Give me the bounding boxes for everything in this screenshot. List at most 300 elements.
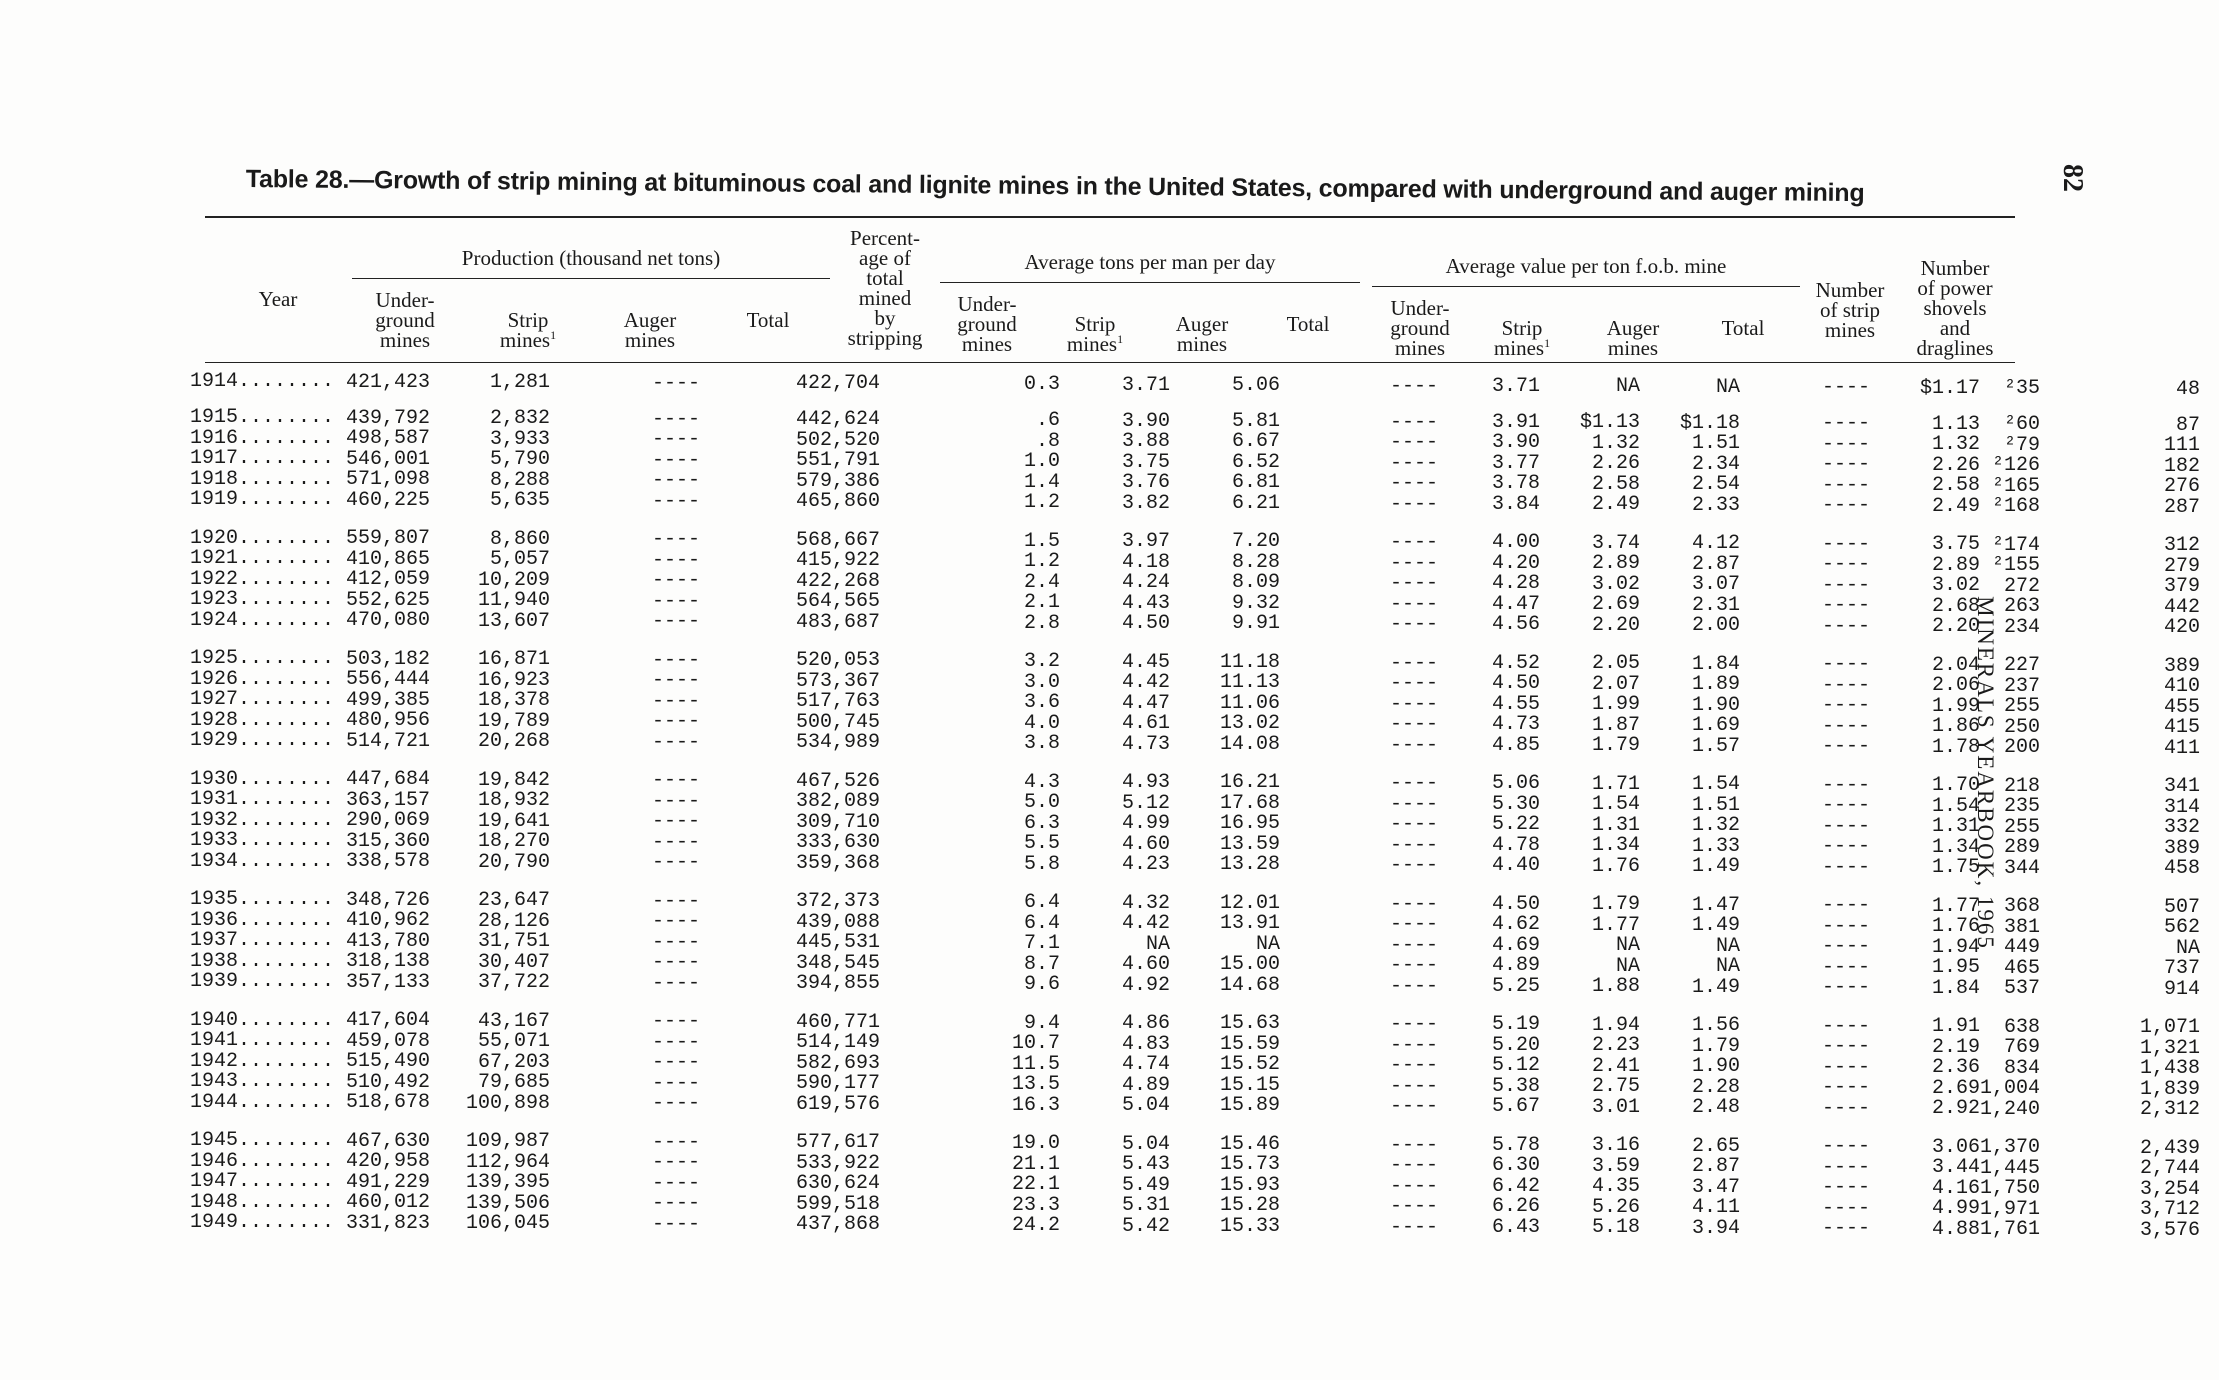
- underground-value-cell: 3.02: [1591, 572, 1640, 596]
- auger-tons-cell: ----: [1389, 431, 1438, 455]
- number-strip-mines-cell: 255: [2003, 695, 2040, 719]
- total-production-cell: 502,520: [795, 428, 880, 452]
- table-row: [190, 970, 2200, 1001]
- underground-production-cell: 514,721: [345, 729, 430, 753]
- table-row: [190, 588, 2200, 619]
- number-strip-mines-cell: 250: [2003, 715, 2040, 739]
- year-cell: 1942........: [190, 1049, 335, 1073]
- total-value-cell: 4.99: [1931, 1197, 1980, 1221]
- number-shovels-cell: 562: [2163, 916, 2200, 940]
- strip-production-cell: 23,647: [477, 889, 550, 913]
- total-tons-cell: 5.25: [1491, 974, 1540, 998]
- strip-production-cell: 20,790: [477, 850, 550, 874]
- strip-production-cell: 109,987: [465, 1130, 550, 1154]
- total-tons-cell: 3.77: [1491, 451, 1540, 475]
- running-head: MINERALS YEARBOOK, 1965: [1973, 596, 1998, 950]
- underground-tons-cell: 5.04: [1121, 1132, 1170, 1156]
- strip-tons-cell: 5.06: [1231, 373, 1280, 397]
- number-strip-mines-cell: 638: [2003, 1015, 2040, 1039]
- strip-production-cell: 18,932: [477, 789, 550, 813]
- underground-production-cell: 410,865: [345, 547, 430, 571]
- strip-production-cell: 43,167: [477, 1009, 550, 1033]
- top-rule: [205, 216, 2015, 218]
- auger-production-cell: ----: [651, 971, 700, 995]
- auger-value-cell: ----: [1821, 1155, 1870, 1179]
- underground-production-cell: 413,780: [345, 929, 430, 953]
- total-value-cell: 4.88: [1931, 1217, 1980, 1241]
- auger-tons-cell: ----: [1389, 692, 1438, 716]
- strip-value-cell: 1.49: [1691, 855, 1740, 879]
- underground-production-cell: 510,492: [345, 1070, 430, 1094]
- total-tons-cell: 4.40: [1491, 854, 1540, 878]
- auger-tons-cell: ----: [1389, 472, 1438, 496]
- auger-tons-cell: ----: [1389, 1033, 1438, 1057]
- underground-value-cell: 5.26: [1591, 1195, 1640, 1219]
- underground-tons-cell: 4.99: [1121, 812, 1170, 836]
- underground-value-cell: 1.99: [1591, 693, 1640, 717]
- percent-stripping-cell: 23.3: [1011, 1193, 1060, 1217]
- total-value-cell: 2.04: [1931, 653, 1980, 677]
- underground-value-cell: 3.59: [1591, 1154, 1640, 1178]
- underground-tons-cell: NA: [1145, 932, 1170, 956]
- total-value-cell: 2.19: [1931, 1035, 1980, 1059]
- total-tons-cell: 4.73: [1491, 713, 1540, 737]
- total-production-cell: 483,687: [795, 610, 880, 634]
- underground-tons-cell: 3.90: [1121, 409, 1170, 433]
- underground-value-cell: NA: [1615, 954, 1640, 978]
- table-row: [190, 808, 2200, 840]
- avg-tons-rule: [940, 282, 1360, 283]
- total-production-cell: 551,791: [795, 449, 880, 473]
- total-tons-cell: 5.38: [1491, 1074, 1540, 1098]
- underground-value-cell: 1.71: [1591, 772, 1640, 796]
- total-production-cell: 573,367: [795, 669, 880, 693]
- auger-value-cell: ----: [1821, 694, 1870, 718]
- number-strip-mines-cell: 1,761: [1979, 1218, 2040, 1242]
- auger-tons-cell: ----: [1389, 813, 1438, 837]
- number-strip-mines-cell: 769: [2003, 1036, 2040, 1060]
- strip-production-cell: 31,751: [477, 930, 550, 954]
- strip-tons-cell: 15.93: [1219, 1173, 1280, 1197]
- strip-value-cell: 3.47: [1691, 1175, 1740, 1199]
- number-shovels-cell: 1,071: [2139, 1016, 2200, 1040]
- auger-value-cell: ----: [1821, 1176, 1870, 1200]
- auger-production-cell: ----: [651, 1092, 700, 1116]
- total-value-cell: 2.06: [1931, 674, 1980, 698]
- table-row: [190, 767, 2200, 799]
- table-title: Table 28.—Growth of strip mining at bituminous coal and lignite mines in the United States, compared with underground and auger mining: [245, 165, 1865, 208]
- total-production-cell: 599,518: [795, 1192, 880, 1216]
- auger-tons-cell: ----: [1389, 451, 1438, 475]
- underground-tons-cell: 4.60: [1121, 832, 1170, 856]
- year-cell: 1915........: [190, 406, 335, 429]
- underground-tons-cell: 5.31: [1121, 1194, 1170, 1218]
- auger-tons-cell: ----: [1389, 410, 1438, 434]
- strip-tons-cell: 17.68: [1219, 791, 1280, 815]
- total-tons-cell: 4.50: [1491, 672, 1540, 696]
- number-shovels-cell: 914: [2163, 977, 2200, 1001]
- number-strip-mines-cell: 1,971: [1979, 1197, 2040, 1221]
- auger-value-cell: ----: [1821, 653, 1870, 677]
- number-strip-mines-header: Number of strip mines: [1815, 278, 1885, 342]
- table-row: [190, 526, 2200, 558]
- number-shovels-cell: 3,254: [2139, 1177, 2200, 1201]
- total-tons-cell: 6.30: [1491, 1154, 1540, 1178]
- underground-value-cell: 2.05: [1591, 652, 1640, 676]
- strip-tons-cell: 5.81: [1231, 409, 1280, 433]
- underground-production-cell: 338,578: [345, 850, 430, 874]
- number-strip-mines-cell: 200: [2003, 736, 2040, 760]
- percent-stripping-cell: 3.0: [1023, 670, 1060, 694]
- strip-value-cell: NA: [1715, 375, 1740, 399]
- total-value-cell: 1.99: [1931, 694, 1980, 718]
- number-shovels-cell: 276: [2163, 475, 2200, 499]
- year-cell: 1946........: [190, 1149, 335, 1173]
- auger-value-cell: ----: [1821, 673, 1870, 697]
- total-production-cell: 520,053: [795, 649, 880, 673]
- year-cell: 1918........: [190, 467, 335, 491]
- auger-value-cell: ----: [1821, 532, 1870, 556]
- auger-tons-cell: ----: [1389, 1074, 1438, 1098]
- percent-stripping-cell: 24.2: [1011, 1214, 1060, 1238]
- strip-tons-cell: 6.81: [1231, 471, 1280, 495]
- total-tons-cell: 6.42: [1491, 1174, 1540, 1198]
- year-cell: 1930........: [190, 767, 335, 791]
- number-shovels-cell: 3,712: [2139, 1198, 2200, 1222]
- percent-stripping-cell: 3.2: [1023, 650, 1060, 674]
- underground-production-cell: 515,490: [345, 1050, 430, 1074]
- auger-tons-cell: ----: [1389, 1215, 1438, 1239]
- year-cell: 1925........: [190, 647, 335, 670]
- auger-production-cell: ----: [651, 548, 700, 572]
- strip-production-cell: 11,940: [477, 589, 550, 613]
- total-tons-cell: 5.30: [1491, 792, 1540, 816]
- year-cell: 1924........: [190, 608, 335, 632]
- underground-tons-cell: 3.71: [1121, 373, 1170, 397]
- percent-stripping-cell: .8: [1035, 429, 1060, 453]
- underground-tons-cell: 4.32: [1121, 891, 1170, 915]
- underground-tons-cell: 4.24: [1121, 571, 1170, 595]
- underground-value-cell: 2.49: [1591, 493, 1640, 517]
- auger-value-cell: ----: [1821, 914, 1870, 938]
- number-strip-mines-cell: ²155: [1991, 554, 2040, 578]
- auger-value-cell: ----: [1821, 473, 1870, 497]
- strip-value-cell: 1.89: [1691, 673, 1740, 697]
- number-shovels-cell: 111: [2163, 434, 2200, 458]
- underground-tons-cell: 4.89: [1121, 1073, 1170, 1097]
- auger-tons-cell: ----: [1389, 551, 1438, 575]
- auger-production-cell: ----: [651, 1212, 700, 1236]
- auger-tons-cell: ----: [1389, 572, 1438, 596]
- strip-tons-cell: NA: [1255, 932, 1280, 956]
- strip-production-cell: 8,288: [489, 468, 550, 492]
- year-cell: 1926........: [190, 667, 335, 691]
- strip-value-cell: 2.87: [1691, 1155, 1740, 1179]
- number-shovels-cell: 2,439: [2139, 1136, 2200, 1160]
- table-row: [190, 1129, 2200, 1160]
- year-cell: 1936........: [190, 908, 335, 932]
- strip-value-cell: 1.90: [1691, 693, 1740, 717]
- total-value-cell: 2.20: [1931, 615, 1980, 639]
- strip-tons-cell: 13.59: [1219, 832, 1280, 856]
- auger-production-cell: ----: [651, 428, 700, 452]
- underground-value-cell: 3.01: [1591, 1095, 1640, 1119]
- total-tons-cell: 4.89: [1491, 954, 1540, 978]
- total-production-cell: 500,745: [795, 710, 880, 734]
- strip-production-cell: 19,842: [477, 768, 550, 792]
- table-row: [190, 1190, 2200, 1222]
- avg-value-rule: [1372, 286, 1800, 287]
- number-shovels-cell: 737: [2163, 957, 2200, 981]
- number-shovels-cell: 458: [2163, 857, 2200, 881]
- strip-tons-header: Strip mines$^1$: [1066, 312, 1124, 356]
- total-production-cell: 372,373: [795, 890, 880, 914]
- strip-production-cell: 28,126: [477, 909, 550, 933]
- table-row: [190, 1070, 2200, 1101]
- underground-value-cell: 2.41: [1591, 1054, 1640, 1078]
- number-strip-mines-cell: ²168: [1991, 495, 2040, 519]
- number-strip-mines-cell: ²174: [1991, 533, 2040, 557]
- strip-production-cell: 112,964: [465, 1150, 550, 1174]
- percent-stripping-cell: 16.3: [1011, 1093, 1060, 1117]
- auger-production-cell: ----: [651, 1130, 700, 1154]
- total-production-cell: 309,710: [795, 810, 880, 834]
- total-value-cell: 1.32: [1931, 433, 1980, 457]
- percent-stripping-cell: 3.8: [1023, 732, 1060, 756]
- year-cell: 1929........: [190, 729, 335, 752]
- number-shovels-cell: 341: [2163, 775, 2200, 799]
- underground-value-header: Under- ground mines: [1390, 296, 1450, 360]
- table-row: [190, 688, 2200, 719]
- total-tons-cell: 4.69: [1491, 933, 1540, 957]
- table-row: [190, 788, 2200, 819]
- underground-tons-cell: 5.04: [1121, 1094, 1170, 1118]
- strip-value-cell: 2.65: [1691, 1134, 1740, 1158]
- underground-production-cell: 357,133: [345, 970, 430, 994]
- strip-value-cell: 1.79: [1691, 1034, 1740, 1058]
- auger-tons-cell: ----: [1389, 1174, 1438, 1198]
- underground-tons-cell: 5.12: [1121, 791, 1170, 815]
- percent-stripping-cell: 6.4: [1023, 891, 1060, 915]
- page-number: 82: [2057, 164, 2088, 192]
- total-production-cell: 582,693: [795, 1051, 880, 1075]
- strip-tons-cell: 6.52: [1231, 450, 1280, 474]
- auger-production-cell: ----: [651, 769, 700, 793]
- underground-tons-cell: 4.74: [1121, 1053, 1170, 1077]
- strip-value-cell: 1.57: [1691, 734, 1740, 758]
- total-value-cell: 1.91: [1931, 1015, 1980, 1039]
- production-rule: [352, 278, 830, 279]
- percent-stripping-cell: 10.7: [1011, 1032, 1060, 1056]
- table-row: [190, 567, 2200, 599]
- underground-tons-cell: 4.42: [1121, 912, 1170, 936]
- year-cell: 1945........: [190, 1129, 335, 1152]
- auger-value-cell: ----: [1821, 573, 1870, 597]
- auger-value-cell: ----: [1821, 794, 1870, 818]
- year-cell: 1923........: [190, 588, 335, 611]
- strip-value-cell: 1.51: [1691, 793, 1740, 817]
- total-value-cell: 2.36: [1931, 1056, 1980, 1080]
- year-cell: 1917........: [190, 447, 335, 470]
- auger-tons-cell: ----: [1389, 933, 1438, 957]
- auger-tons-cell: ----: [1389, 913, 1438, 937]
- total-tons-cell: 4.00: [1491, 531, 1540, 555]
- auger-production-header: Auger mines: [623, 308, 677, 352]
- auger-production-cell: ----: [651, 569, 700, 593]
- number-strip-mines-cell: 834: [2003, 1056, 2040, 1080]
- number-strip-mines-cell: 344: [2003, 856, 2040, 880]
- total-production-cell: 460,771: [795, 1010, 880, 1034]
- underground-production-cell: 571,098: [345, 468, 430, 492]
- underground-tons-cell: 4.47: [1121, 691, 1170, 715]
- auger-production-cell: ----: [651, 407, 700, 431]
- underground-value-cell: 1.79: [1591, 893, 1640, 917]
- auger-production-cell: ----: [651, 710, 700, 734]
- underground-value-cell: 4.35: [1591, 1175, 1640, 1199]
- underground-tons-cell: 3.76: [1121, 471, 1170, 495]
- underground-value-cell: 3.16: [1591, 1134, 1640, 1158]
- auger-production-cell: ----: [651, 648, 700, 672]
- total-production-cell: 630,624: [795, 1172, 880, 1196]
- strip-value-cell: 1.56: [1691, 1014, 1740, 1038]
- underground-tons-cell: 4.43: [1121, 591, 1170, 615]
- percent-stripping-cell: 1.4: [1023, 470, 1060, 494]
- auger-production-cell: ----: [651, 1051, 700, 1075]
- auger-tons-cell: ----: [1389, 892, 1438, 916]
- total-value-cell: 1.84: [1931, 976, 1980, 1000]
- total-value-cell: 4.16: [1931, 1176, 1980, 1200]
- total-production-header: Total: [746, 308, 790, 332]
- table-row: [190, 426, 2200, 458]
- strip-production-cell: 139,506: [465, 1191, 550, 1215]
- number-shovels-cell: 442: [2163, 595, 2200, 619]
- underground-value-cell: NA: [1615, 934, 1640, 958]
- number-strip-mines-cell: 237: [2003, 674, 2040, 698]
- total-value-cell: 1.54: [1931, 794, 1980, 818]
- underground-production-cell: 447,684: [345, 768, 430, 792]
- year-cell: 1949........: [190, 1211, 335, 1234]
- auger-value-cell: ----: [1821, 376, 1870, 400]
- year-cell: 1922........: [190, 567, 335, 591]
- auger-value-header: Auger mines: [1606, 316, 1660, 360]
- total-tons-cell: 5.12: [1491, 1054, 1540, 1078]
- auger-production-cell: ----: [651, 469, 700, 493]
- table-row: [190, 467, 2200, 499]
- table-row: [190, 1170, 2200, 1201]
- auger-value-cell: ----: [1821, 1196, 1870, 1220]
- total-value-cell: $1.17: [1919, 376, 1980, 400]
- underground-tons-cell: 4.73: [1121, 732, 1170, 756]
- total-production-cell: 422,268: [795, 569, 880, 593]
- percent-stripping-cell: 2.1: [1023, 591, 1060, 615]
- underground-production-cell: 363,157: [345, 788, 430, 812]
- total-value-cell: 1.76: [1931, 915, 1980, 939]
- number-strip-mines-cell: 227: [2003, 654, 2040, 678]
- auger-production-cell: ----: [651, 689, 700, 713]
- number-strip-mines-cell: 263: [2003, 595, 2040, 619]
- percent-stripping-cell: 22.1: [1011, 1173, 1060, 1197]
- strip-tons-cell: 14.68: [1219, 973, 1280, 997]
- percent-stripping-cell: 5.5: [1023, 832, 1060, 856]
- number-strip-mines-cell: 1,445: [1979, 1156, 2040, 1180]
- strip-tons-cell: 6.67: [1231, 430, 1280, 454]
- auger-production-cell: ----: [651, 1030, 700, 1054]
- strip-value-cell: 1.54: [1691, 773, 1740, 797]
- strip-production-cell: 16,871: [477, 648, 550, 672]
- total-tons-cell: 4.78: [1491, 833, 1540, 857]
- percent-stripping-cell: 2.8: [1023, 611, 1060, 635]
- total-production-cell: 422,704: [795, 372, 880, 396]
- underground-production-cell: 315,360: [345, 829, 430, 853]
- year-cell: 1937........: [190, 929, 335, 952]
- auger-value-cell: ----: [1821, 1076, 1870, 1100]
- auger-value-cell: ----: [1821, 855, 1870, 879]
- header-bottom-rule: [205, 362, 2015, 363]
- table-row: [190, 708, 2200, 740]
- underground-value-cell: 2.58: [1591, 472, 1640, 496]
- year-cell: 1940........: [190, 1008, 335, 1032]
- total-tons-header: Total: [1286, 312, 1330, 336]
- number-shovels-header: Number of power shovels and draglines: [1916, 256, 1994, 360]
- strip-tons-cell: 16.21: [1219, 771, 1280, 795]
- total-production-cell: 394,855: [795, 972, 880, 996]
- percent-stripping-cell: 11.5: [1011, 1052, 1060, 1076]
- strip-production-cell: 16,923: [477, 668, 550, 692]
- underground-production-cell: 467,630: [345, 1129, 430, 1153]
- total-value-cell: 2.69: [1931, 1076, 1980, 1100]
- underground-production-cell: 421,423: [345, 370, 430, 394]
- total-production-cell: 445,531: [795, 931, 880, 955]
- auger-tons-cell: ----: [1389, 1013, 1438, 1037]
- strip-tons-cell: 15.15: [1219, 1073, 1280, 1097]
- table-row: [190, 888, 2200, 919]
- strip-production-cell: 1,281: [489, 371, 550, 395]
- percent-stripping-cell: 4.0: [1023, 711, 1060, 735]
- total-tons-cell: 4.20: [1491, 551, 1540, 575]
- auger-tons-cell: ----: [1389, 733, 1438, 757]
- underground-value-cell: 2.26: [1591, 452, 1640, 476]
- underground-production-cell: 290,069: [345, 809, 430, 833]
- strip-value-cell: 2.34: [1691, 452, 1740, 476]
- number-shovels-cell: 279: [2163, 554, 2200, 578]
- auger-value-cell: ----: [1821, 935, 1870, 959]
- auger-production-cell: ----: [651, 810, 700, 834]
- percent-stripping-cell: 8.7: [1023, 952, 1060, 976]
- strip-value-cell: 2.48: [1691, 1096, 1740, 1120]
- number-strip-mines-cell: 255: [2003, 815, 2040, 839]
- underground-production-cell: 499,385: [345, 688, 430, 712]
- strip-production-cell: 2,832: [489, 407, 550, 431]
- number-strip-mines-cell: 1,750: [1979, 1177, 2040, 1201]
- underground-value-cell: 1.54: [1591, 793, 1640, 817]
- underground-value-cell: 5.18: [1591, 1216, 1640, 1240]
- auger-tons-cell: ----: [1389, 651, 1438, 675]
- total-production-cell: 534,989: [795, 731, 880, 755]
- strip-tons-cell: 15.89: [1219, 1094, 1280, 1118]
- strip-tons-cell: 12.01: [1219, 891, 1280, 915]
- auger-value-cell: ----: [1821, 1035, 1870, 1059]
- underground-production-cell: 460,225: [345, 488, 430, 512]
- auger-tons-cell: ----: [1389, 1195, 1438, 1219]
- percent-stripping-cell: 1.0: [1023, 450, 1060, 474]
- total-value-cell: 1.78: [1931, 735, 1980, 759]
- number-shovels-cell: 312: [2163, 534, 2200, 558]
- table-row: [190, 929, 2200, 960]
- number-shovels-cell: 415: [2163, 716, 2200, 740]
- total-value-cell: 1.34: [1931, 835, 1980, 859]
- year-cell: 1943........: [190, 1070, 335, 1093]
- auger-production-cell: ----: [651, 789, 700, 813]
